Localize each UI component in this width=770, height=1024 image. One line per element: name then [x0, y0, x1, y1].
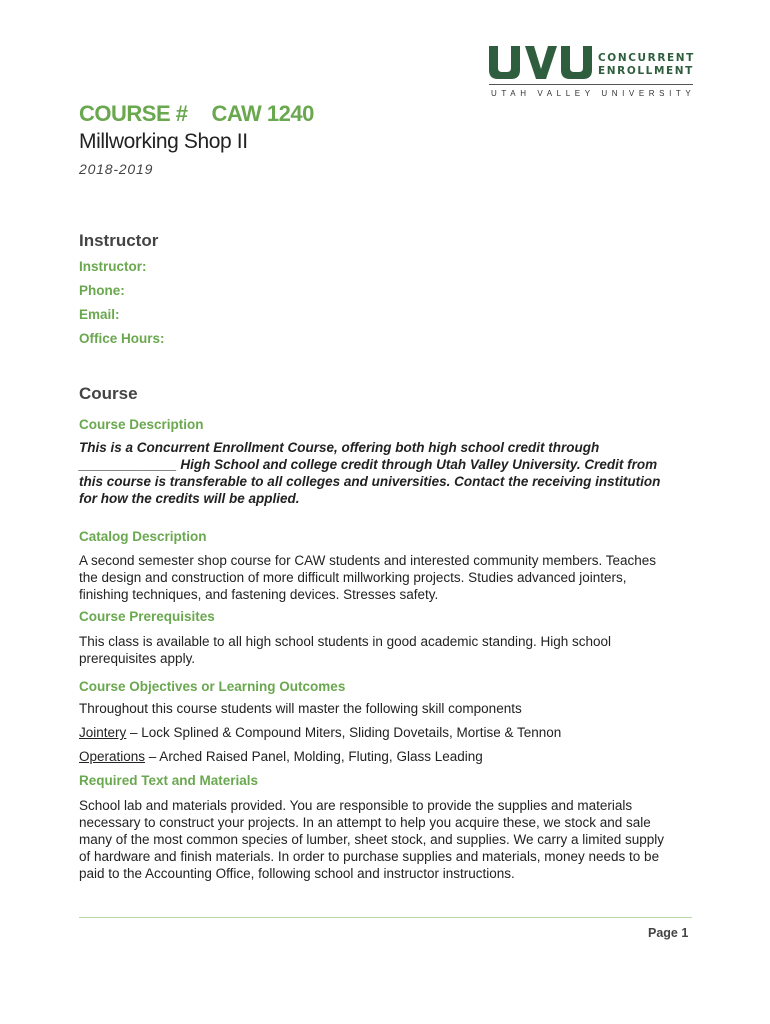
objective-detail: – Arched Raised Panel, Molding, Fluting, Glass Leading: [145, 749, 483, 764]
catalog-line: the design and construction of more difficult millworking projects. Studies advanced jointers,: [79, 570, 627, 585]
phone-label: Phone:: [79, 283, 125, 298]
catalog-line: A second semester shop course for CAW students and interested community members. Teaches: [79, 553, 657, 568]
instructor-label: Instructor:: [79, 259, 147, 274]
description-line: this course is transferable to all colleges and universities. Contact the receiving institution: [79, 474, 661, 489]
page-number: Page 1: [648, 926, 689, 940]
course-description-heading: Course Description: [79, 417, 204, 432]
course-title: Millworking Shop II: [79, 130, 248, 153]
objective-term: Jointery: [79, 725, 127, 740]
catalog-description-text: [79, 552, 693, 603]
materials-line: many of the most common species of lumber, sheet stock, and supplies. We carry a limited supply: [79, 832, 665, 847]
course-prerequisites-heading: Course Prerequisites: [79, 609, 215, 624]
objectives-intro: Throughout this course students will master the following skill components: [79, 701, 522, 716]
description-line: _____________ High School and college credit through Utah Valley University. Credit from: [79, 457, 658, 472]
materials-line: of hardware and finish materials. In order to purchase supplies and materials, money needs to be: [79, 849, 660, 864]
catalog-description-heading: Catalog Description: [79, 529, 207, 544]
logo-divider: [489, 84, 693, 85]
course-label: COURSE #: [79, 101, 188, 126]
footer-divider: [79, 917, 692, 918]
objective-jointery: [79, 724, 693, 741]
prereq-line: This class is available to all high school students in good academic standing. High school: [79, 634, 612, 649]
course-description-text: [79, 439, 693, 507]
materials-line: School lab and materials provided. You are responsible to provide the supplies and materials: [79, 798, 633, 813]
description-line: for how the credits will be applied.: [79, 491, 300, 506]
objective-detail: – Lock Splined & Compound Miters, Sliding Dovetails, Mortise & Tennon: [126, 725, 562, 740]
logo-word-concurrent: CONCURRENT: [598, 52, 695, 64]
objective-operations: [79, 748, 693, 765]
instructor-heading: Instructor: [79, 231, 159, 250]
prerequisites-text: [79, 633, 693, 667]
uvu-concurrent-enrollment-logo: [489, 46, 696, 102]
course-year: 2018-2019: [79, 161, 154, 177]
prereq-line: prerequisites apply.: [79, 651, 196, 666]
office-hours-label: Office Hours:: [79, 331, 165, 346]
description-line: This is a Concurrent Enrollment Course, offering both high school credit through: [79, 440, 600, 455]
logo-word-enrollment: ENROLLMENT: [598, 65, 694, 77]
uvu-logo-icon: [489, 46, 593, 80]
catalog-line: finishing techniques, and fastening devices. Stresses safety.: [79, 587, 439, 602]
email-label: Email:: [79, 307, 120, 322]
course-number-line: [79, 101, 314, 127]
logo-tagline: UTAH VALLEY UNIVERSITY: [491, 89, 696, 98]
course-code: CAW 1240: [211, 101, 314, 126]
logo-wordmark: [598, 52, 695, 78]
materials-line: necessary to construct your projects. In an attempt to help you acquire these, we stock and sale: [79, 815, 651, 830]
required-materials-heading: Required Text and Materials: [79, 773, 259, 788]
objective-term: Operations: [79, 749, 146, 764]
course-objectives-heading: Course Objectives or Learning Outcomes: [79, 679, 346, 694]
course-heading: Course: [79, 384, 138, 403]
materials-line: paid to the Accounting Office, following school and instructor instructions.: [79, 866, 515, 881]
materials-text: [79, 797, 693, 882]
